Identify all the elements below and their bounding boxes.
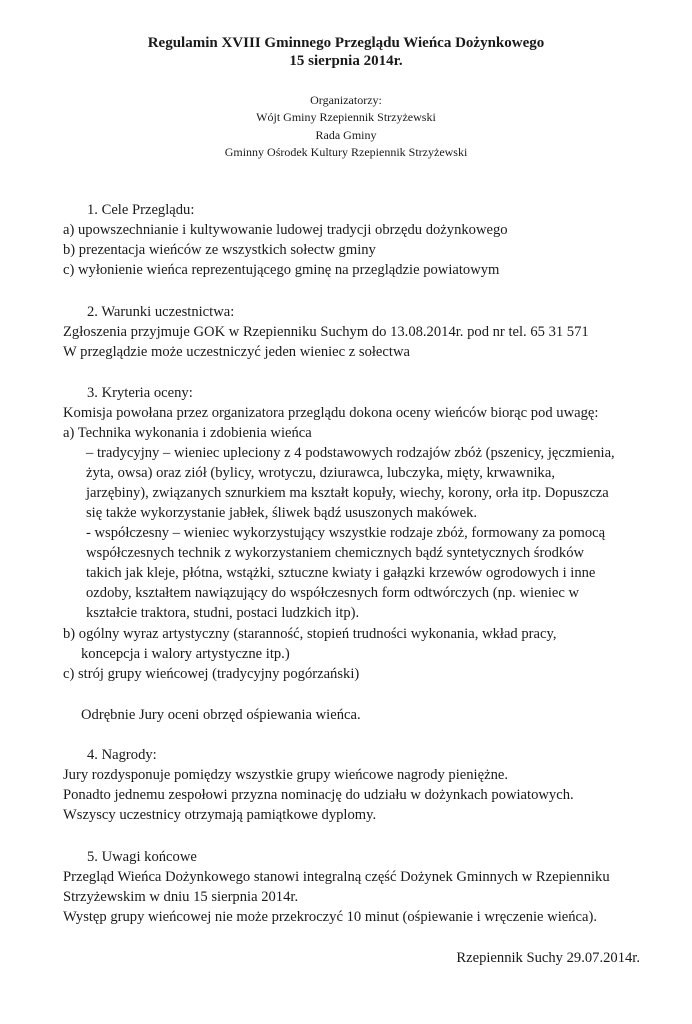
- paragraph-line: – tradycyjny – wieniec upleciony z 4 podstawowych rodzajów zbóż (pszenicy, jęczmienia,: [86, 445, 615, 461]
- section-heading: 1. Cele Przeglądu:: [87, 202, 195, 218]
- paragraph-line: Komisja powołana przez organizatora przeglądu dokona oceny wieńców biorąc pod uwagę:: [63, 405, 599, 421]
- paragraph-line: Jury rozdysponuje pomiędzy wszystkie grupy wieńcowe nagrody pieniężne.: [63, 767, 508, 783]
- list-item: c) wyłonienie wieńca reprezentującego gminę na przeglądzie powiatowym: [63, 262, 500, 278]
- section-heading: 4. Nagrody:: [87, 747, 157, 763]
- list-item: b) prezentacja wieńców ze wszystkich sołectw gminy: [63, 242, 376, 258]
- organizer-item: Gminny Ośrodek Kultury Rzepiennik Strzyżewski: [224, 145, 468, 159]
- paragraph-line: jarzębiny), związanych sznurkiem ma kształt kopuły, wiechy, korony, orła itp. Dopuszcza: [86, 485, 609, 501]
- paragraph-line: Wszyscy uczestnicy otrzymają pamiątkowe dyplomy.: [63, 807, 377, 823]
- place-and-date: Rzepiennik Suchy 29.07.2014r.: [456, 950, 640, 966]
- paragraph-line: ozdoby, kształtem nawiązujący do współczesnych form odtwórczych (np. wieniec w: [86, 585, 580, 601]
- paragraph-line: Przegląd Wieńca Dożynkowego stanowi integralną część Dożynek Gminnych w Rzepienniku: [63, 869, 610, 885]
- paragraph-line: Ponadto jednemu zespołowi przyzna nominację do udziału w dożynkach powiatowych.: [63, 787, 574, 803]
- document-date: 15 sierpnia 2014r.: [289, 53, 403, 69]
- paragraph-line: Występ grupy wieńcowej nie może przekroczyć 10 minut (ośpiewanie i wręczenie wieńca).: [63, 909, 598, 925]
- list-item: c) strój grupy wieńcowej (tradycyjny pogórzański): [63, 666, 360, 682]
- paragraph-line: Strzyżewskim w dniu 15 sierpnia 2014r.: [63, 889, 299, 905]
- section-heading: 3. Kryteria oceny:: [87, 385, 193, 401]
- paragraph-line: Zgłoszenia przyjmuje GOK w Rzepienniku Suchym do 13.08.2014r. pod nr tel. 65 31 571: [63, 324, 589, 340]
- paragraph-line: W przeglądzie może uczestniczyć jeden wieniec z sołectwa: [63, 344, 410, 360]
- paragraph-line: koncepcja i walory artystyczne itp.): [81, 646, 290, 662]
- list-item: a) Technika wykonania i zdobienia wieńca: [63, 425, 312, 441]
- paragraph-line: współczesnych technik z wykorzystaniem chemicznych bądź syntetycznych środków: [86, 545, 585, 561]
- paragraph-line: Odrębnie Jury oceni obrzęd ośpiewania wieńca.: [81, 707, 361, 723]
- paragraph-line: kształcie traktora, studni, postaci ludzkich itp).: [86, 605, 360, 621]
- list-item: a) upowszechnianie i kultywowanie ludowej tradycji obrzędu dożynkowego: [63, 222, 508, 238]
- paragraph-line: żyta, owsa) oraz ziół (bylicy, wrotyczu, dziurawca, lubczyka, mięty, krwawnika,: [86, 465, 555, 481]
- paragraph-line: - współczesny – wieniec wykorzystujący wszystkie rodzaje zbóż, formowany za pomocą: [86, 525, 606, 541]
- section-heading: 5. Uwagi końcowe: [87, 849, 197, 865]
- paragraph-line: takich jak kleje, płótna, wstążki, sztuczne kwiaty i gałązki krzewów ogrodowych i inne: [86, 565, 596, 581]
- document-title: Regulamin XVIII Gminnego Przeglądu Wieńca Dożynkowego: [147, 35, 545, 51]
- organizer-item: Rada Gminy: [315, 128, 377, 142]
- organizers-heading: Organizatorzy:: [310, 93, 382, 107]
- organizer-item: Wójt Gminy Rzepiennik Strzyżewski: [256, 110, 436, 124]
- paragraph-line: się także wykorzystanie jabłek, śliwek bądź ususzonych makówek.: [86, 505, 478, 521]
- section-heading: 2. Warunki uczestnictwa:: [87, 304, 235, 320]
- list-item: b) ogólny wyraz artystyczny (staranność, stopień trudności wykonania, wkład pracy,: [63, 626, 557, 642]
